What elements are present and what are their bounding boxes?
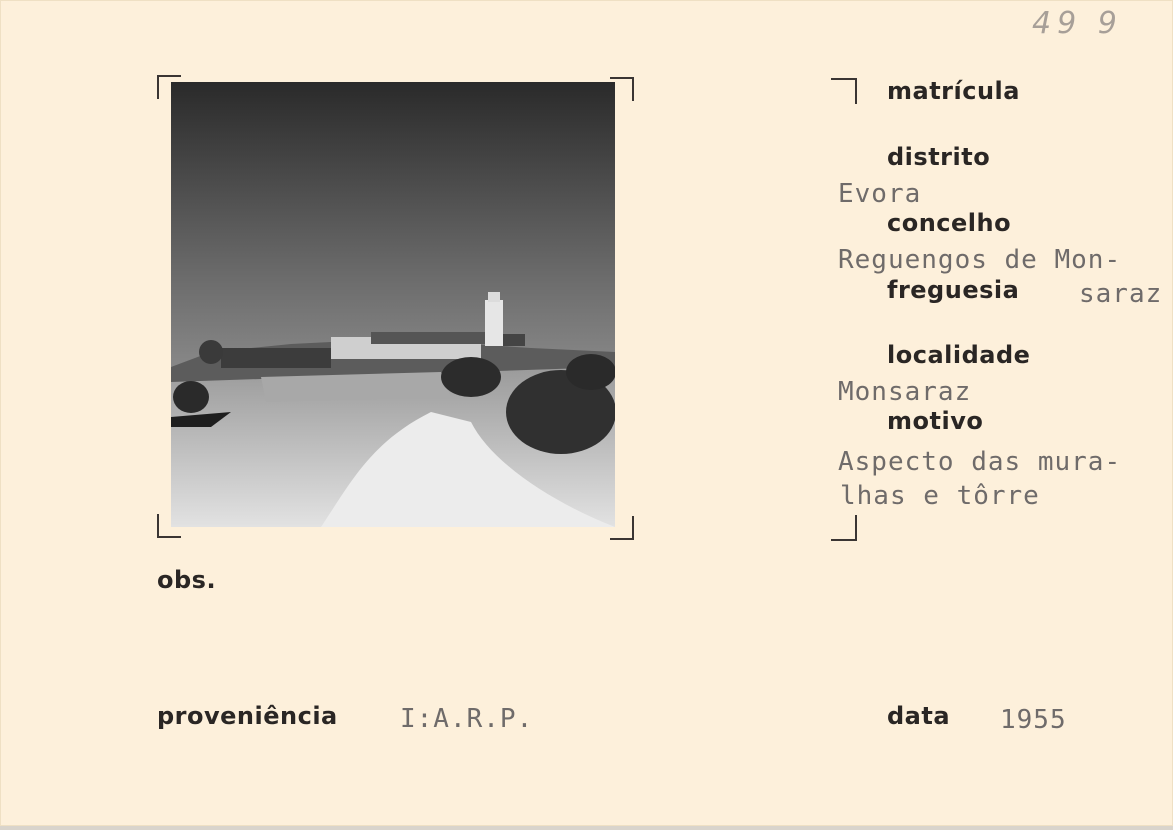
freguesia-label: freguesia — [887, 276, 1020, 304]
concelho-label: concelho — [887, 209, 1012, 237]
photograph — [171, 82, 615, 527]
matricula-label: matrícula — [887, 77, 1020, 105]
motivo-value-line1: Aspecto das mura- — [838, 447, 1122, 477]
concelho-value-line1: Reguengos de Mon- — [838, 245, 1122, 275]
field-block-corner-mark — [831, 515, 857, 541]
localidade-value: Monsaraz — [838, 377, 972, 407]
proveniencia-value: I:A.R.P. — [400, 704, 534, 734]
concelho-value-line2: saraz — [1079, 279, 1163, 309]
distrito-label: distrito — [887, 143, 991, 171]
proveniencia-label: proveniência — [157, 702, 338, 730]
motivo-value-line2: lhas e tôrre — [840, 481, 1040, 511]
photograph-image — [171, 82, 615, 527]
data-value: 1955 — [1000, 705, 1067, 735]
distrito-value: Evora — [838, 179, 922, 209]
localidade-label: localidade — [887, 341, 1031, 369]
motivo-label: motivo — [887, 407, 984, 435]
data-label: data — [887, 702, 951, 730]
catalog-number: 49 9 — [1032, 6, 1123, 41]
field-block-corner-mark — [831, 78, 857, 104]
obs-label: obs. — [157, 566, 217, 594]
